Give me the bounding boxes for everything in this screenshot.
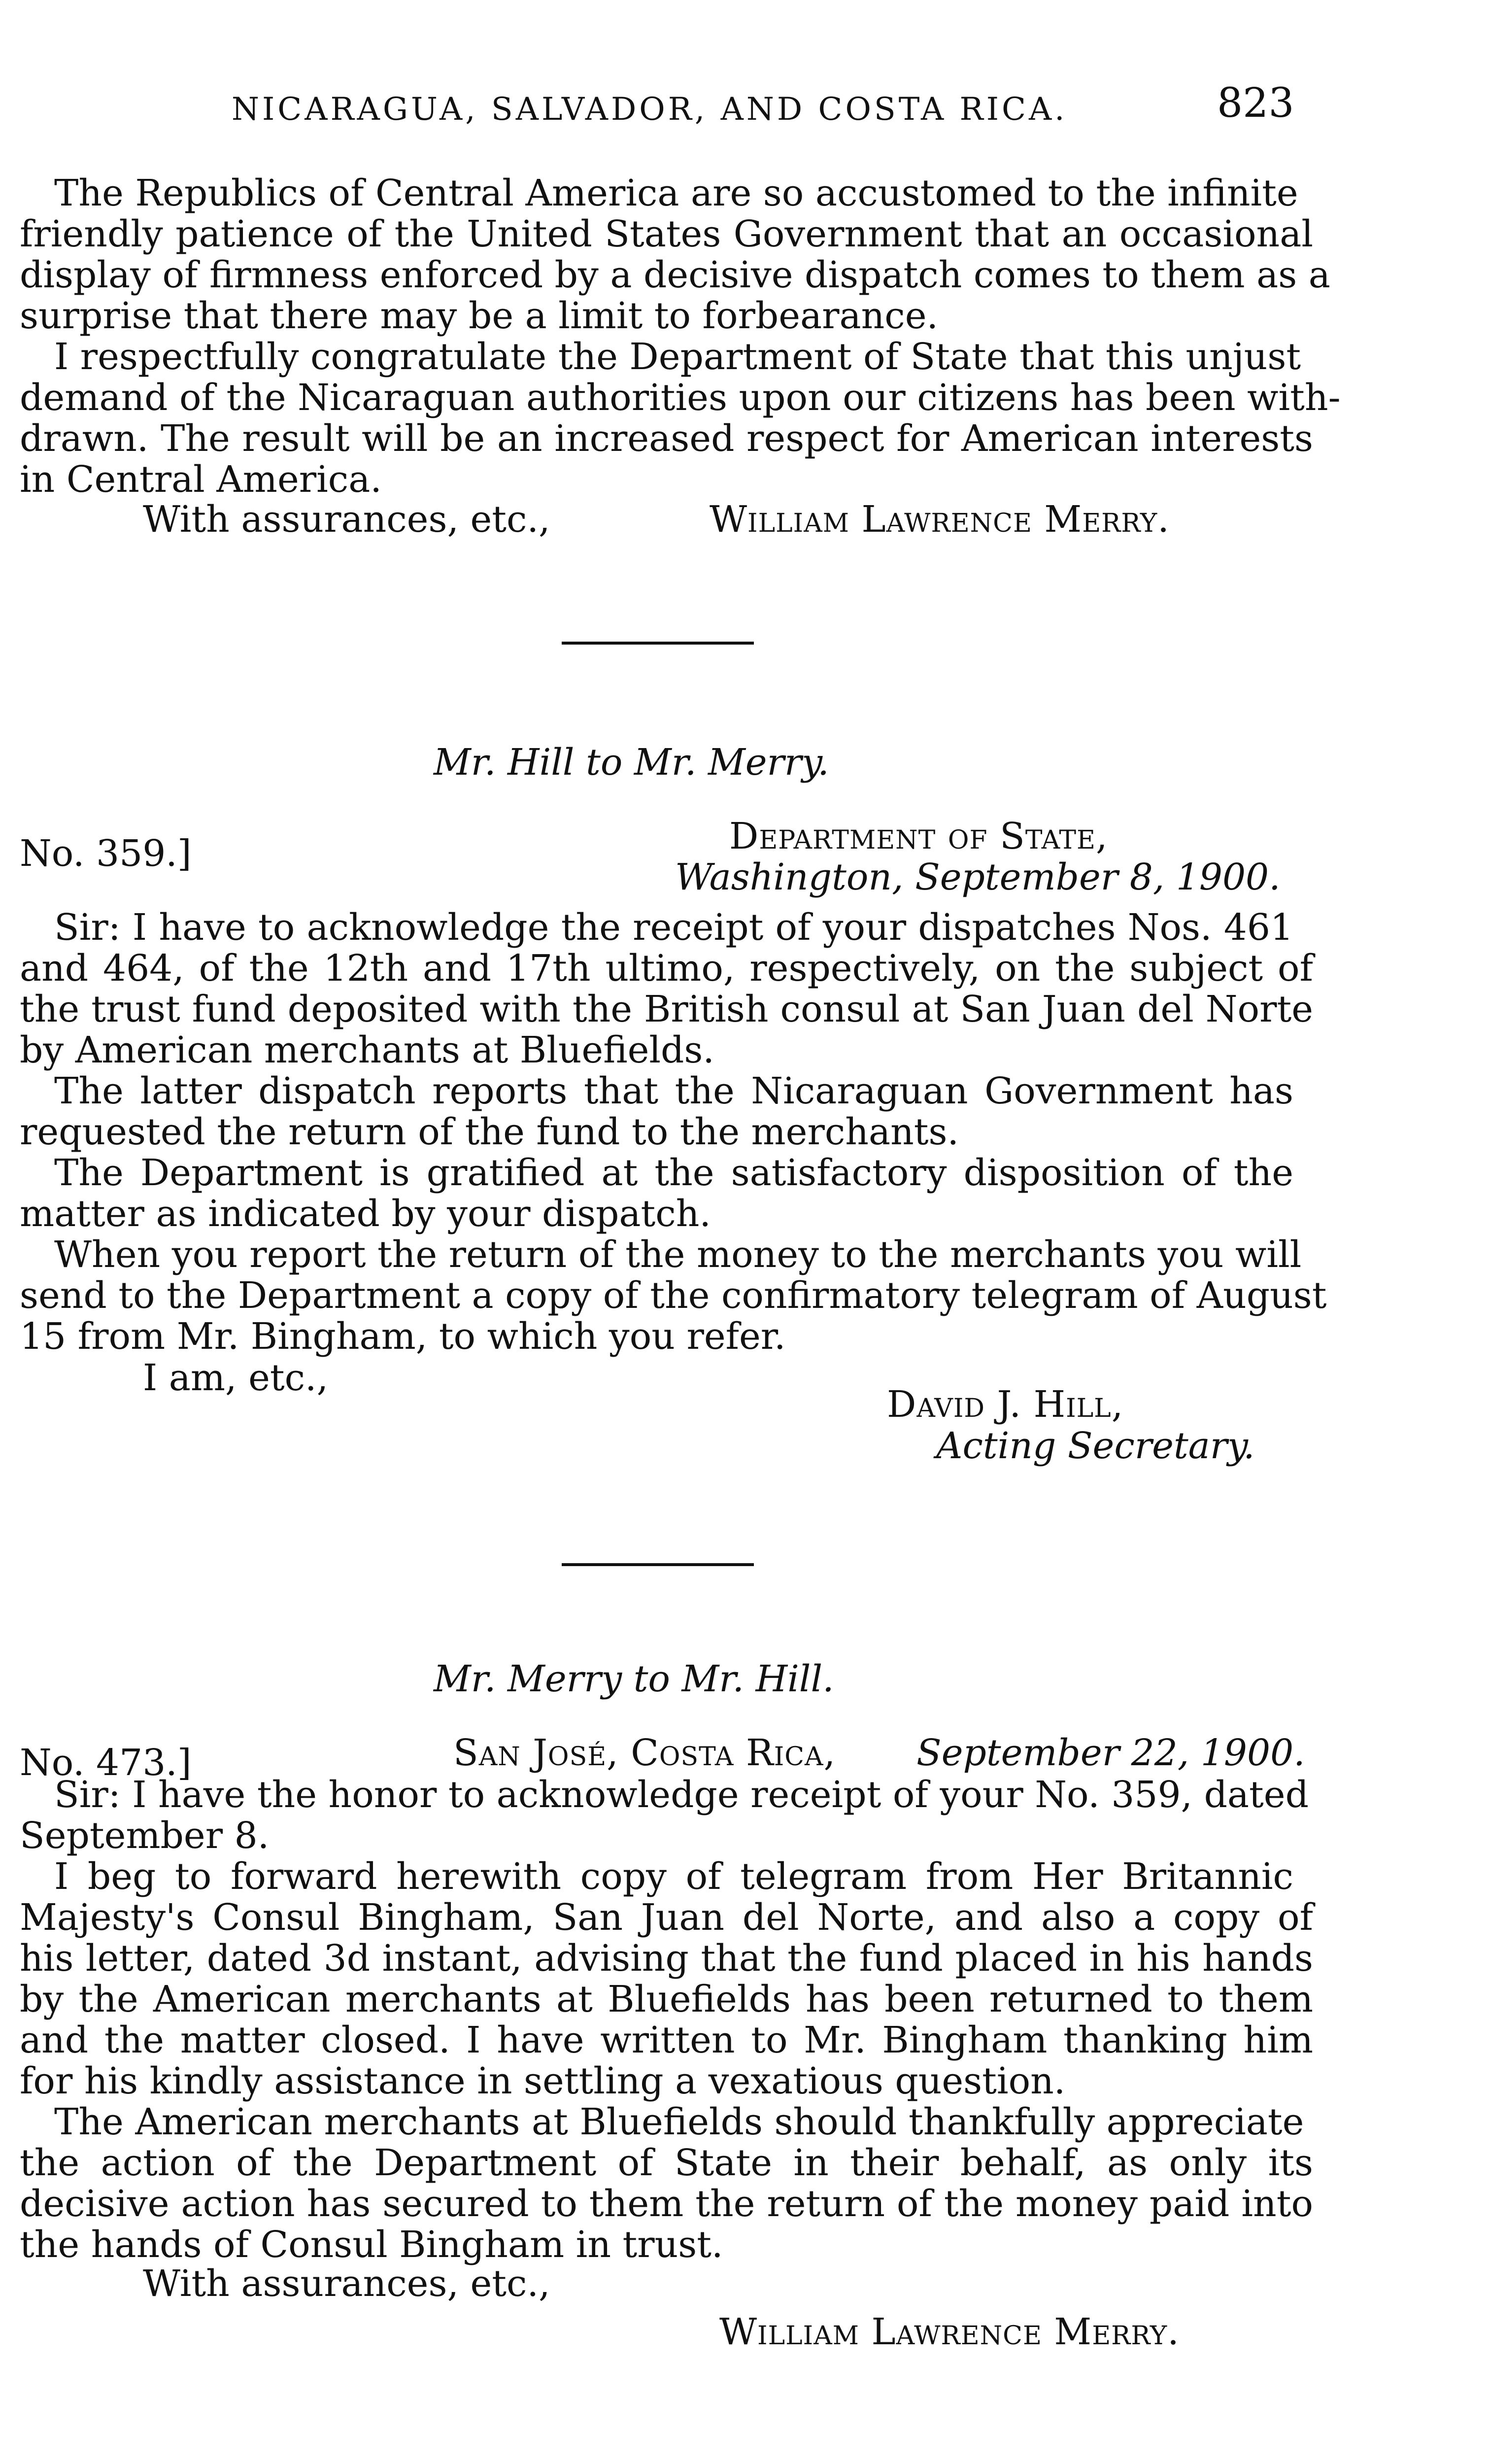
body-line: The Republics of Central America are so accustomed to the infinite [54,172,1298,214]
body-line: requested the return of the fund to the merchants. [20,1111,959,1153]
body-line: September 8. [20,1814,270,1857]
body-line: decisive action has secured to them the return of the money paid into [20,2183,1313,2225]
body-line: Sir: I have to acknowledge the receipt of your dispatches Nos. 461 [54,906,1293,949]
closing-phrase: With assurances, etc., [143,2262,550,2305]
body-line: matter as indicated by your dispatch. [20,1193,711,1235]
closing-phrase: With assurances, etc., [143,498,550,541]
body-line: The American merchants at Bluefields should thankfully appreciate [54,2101,1304,2143]
body-line: Sir: I have the honor to acknowledge receipt of your No. 359, dated [54,1774,1309,1816]
signature-title: Acting Secretary. [936,1425,1255,1467]
body-line: by American merchants at Bluefields. [20,1029,714,1071]
place-date: Washington, September 8, 1900. [675,856,1281,898]
letter-heading: Mr. Merry to Mr. Hill. [434,1658,834,1700]
sender-office: Department of State, [729,815,1108,857]
body-line: his letter, dated 3d instant, advising that the fund placed in his hands [20,1937,1313,1980]
signature: David J. Hill, [887,1383,1124,1426]
body-line: and 464, of the 12th and 17th ultimo, respectively, on the subject of [20,947,1313,990]
closing-phrase: I am, etc., [143,1357,329,1399]
body-line: the trust fund deposited with the British consul at San Juan del Norte [20,988,1313,1030]
body-line: the hands of Consul Bingham in trust. [20,2224,723,2266]
body-line: The latter dispatch reports that the Nicaraguan Government has [54,1070,1293,1112]
letter-heading: Mr. Hill to Mr. Merry. [434,741,829,784]
body-line: the action of the Department of State in their behalf, as only its [20,2142,1313,2184]
dispatch-number: No. 359.] [20,832,192,875]
signature: William Lawrence Merry. [710,498,1170,541]
body-line: I beg to forward herewith copy of telegram from Her Britannic [54,1855,1293,1898]
body-line: The Department is gratified at the satisfactory disposition of the [54,1152,1293,1194]
section-divider [562,642,754,645]
section-divider [562,1563,754,1566]
sender-place: San José, Costa Rica, [453,1732,836,1774]
dispatch-number: No. 473.] [20,1742,192,1784]
body-line: When you report the return of the money to the merchants you will [54,1233,1302,1276]
letter-date: September 22, 1900. [916,1732,1305,1774]
running-title: NICARAGUA, SALVADOR, AND COSTA RICA. [232,91,1068,128]
body-line: surprise that there may be a limit to forbearance. [20,295,939,337]
body-line: by the American merchants at Bluefields has been returned to them [20,1978,1313,2020]
body-line: friendly patience of the United States Government that an occasional [20,213,1313,255]
body-line: send to the Department a copy of the confirmatory telegram of August [20,1274,1327,1317]
signature: William Lawrence Merry. [719,2311,1180,2353]
body-line: I respectfully congratulate the Department of State that this unjust [54,336,1301,378]
body-line: demand of the Nicaraguan authorities upon our citizens has been with- [20,376,1341,419]
page-number: 823 [1217,80,1294,127]
body-line: 15 from Mr. Bingham, to which you refer. [20,1315,786,1358]
body-line: Majesty's Consul Bingham, San Juan del Norte, and also a copy of [20,1896,1313,1939]
body-line: display of firmness enforced by a decisive dispatch comes to them as a [20,254,1330,296]
body-line: and the matter closed. I have written to Mr. Bingham thanking him [20,2019,1313,2061]
body-line: drawn. The result will be an increased respect for American interests [20,417,1313,460]
body-line: for his kindly assistance in settling a vexatious question. [20,2060,1066,2102]
body-line: in Central America. [20,458,382,501]
